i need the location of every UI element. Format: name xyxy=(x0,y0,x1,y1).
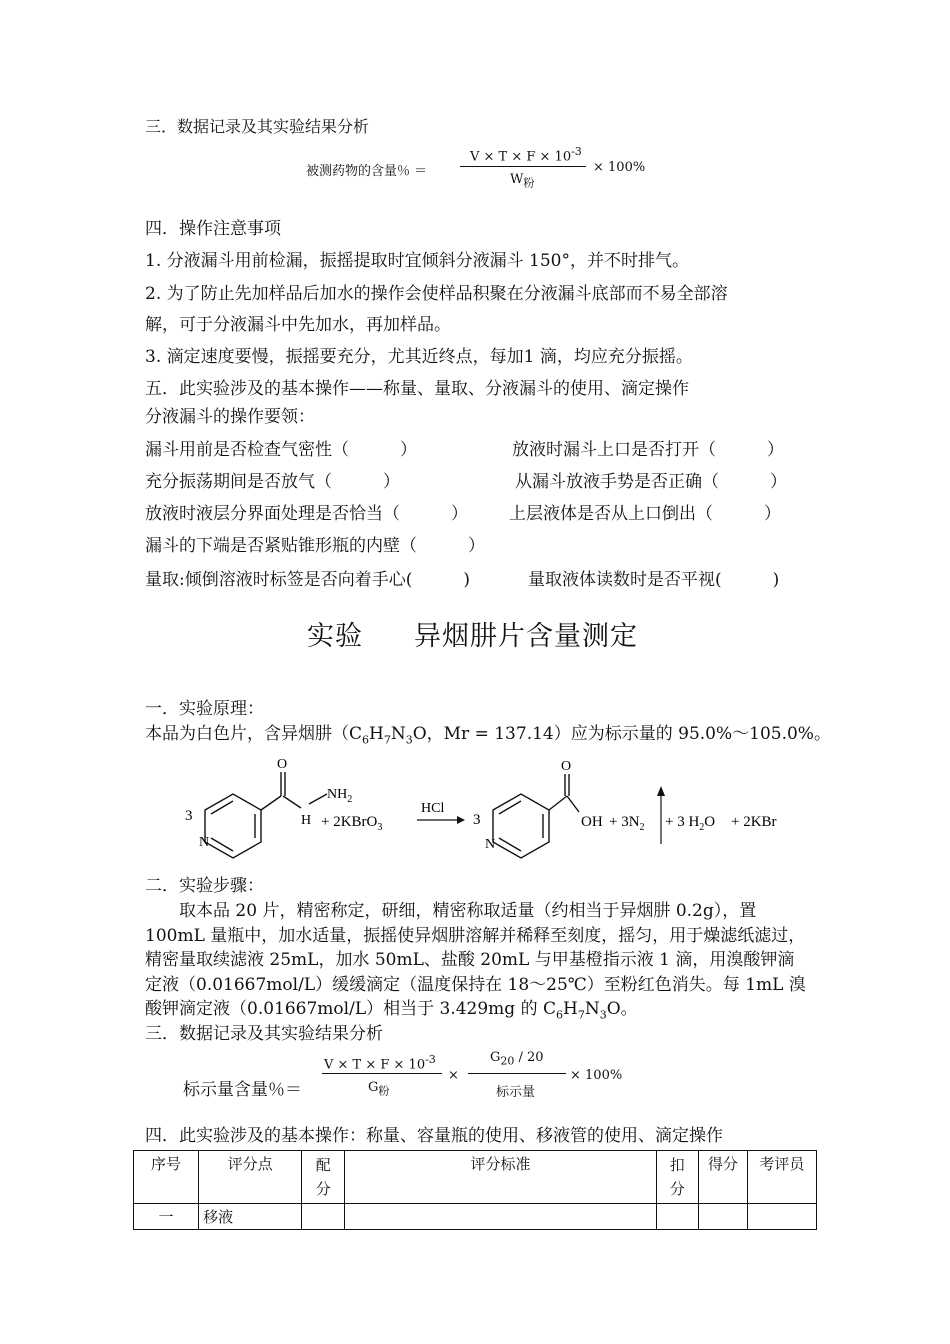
formula-numerator-2: $G_{20} / 20$ xyxy=(490,1050,544,1068)
check-item: 漏斗的下端是否紧贴锥形瓶的内壁（ ） xyxy=(145,536,485,556)
note-item: 1. 分液漏斗用前检漏，振摇提取时宜倾斜分液漏斗 150°，并不时排气。 xyxy=(145,251,689,271)
hydroxyl-group: OH xyxy=(581,814,603,830)
catalyst-hcl: HCl xyxy=(421,801,445,816)
coefficient: 3 xyxy=(185,808,193,824)
cell-point: 移液 xyxy=(199,1204,302,1230)
table-header-row xyxy=(134,1151,817,1204)
procedure-paragraph: 取本品 20 片，精密称定，研细，精密称取适量（约相当于异烟肼 0.2g），置 100mL 量瓶中，加水适量，振摇使异烟肼溶解并稀释至刻度，摇匀，用于燥滤纸滤过，精密量取续滤液 25mL，加水 50mL、盐酸 20mL 与甲基橙指示液 1 滴，用溴酸钾滴定液（0.01667mol/L）缓缓滴定（温度保持在 18～25℃）至粉红色消失。每 1mL 溴酸钾滴定液（0.01667mol/L）相当于 3.429mg 的 $C_6H_7N_3O$。 xyxy=(145,901,806,1022)
header-got: 得分 xyxy=(698,1151,747,1204)
cell-empty xyxy=(302,1204,345,1230)
coefficient: 3 xyxy=(473,812,481,828)
carbonyl-oxygen: O xyxy=(277,757,288,772)
header-examiner: 考评员 xyxy=(747,1151,816,1204)
table-row xyxy=(134,1204,817,1230)
formula-denominator: $W_粉$ xyxy=(510,172,535,190)
header-seq: 序号 xyxy=(134,1151,199,1204)
reaction-scheme xyxy=(175,752,815,862)
header-standard: 评分标准 xyxy=(345,1151,656,1204)
check-item: 从漏斗放液手势是否正确（ ） xyxy=(515,472,787,492)
note-item: 2. 为了防止先加样品后加水的操作会使样品积聚在分液漏斗底部而不易全部溶 xyxy=(145,284,728,304)
formula-multiplier: × 100% xyxy=(570,1068,623,1083)
note-item: 3. 滴定速度要慢，振摇要充分，尤其近终点，每加1 滴，均应充分振摇。 xyxy=(145,347,693,367)
cell-empty xyxy=(747,1204,816,1230)
section-heading: 四．操作注意事项 xyxy=(145,219,281,239)
formula-lhs: 标示量含量％＝ xyxy=(183,1080,302,1100)
check-item: 量取液体读数时是否平视( ) xyxy=(528,570,780,590)
amine-group: $NH_2$ xyxy=(327,787,353,805)
ring-nitrogen: N xyxy=(199,835,210,850)
product-kbr: + 2KBr xyxy=(731,814,777,830)
formula-numerator: $V \times T \times F \times 10^{-3}$ xyxy=(324,1053,436,1073)
principle-text: 本品为白色片，含异烟肼（$C_6H_7N_3O$，Mr = 137.14）应为标示量的 95.0%～105.0%。 xyxy=(145,724,831,747)
reagent-kbro3: + 2KBrO$_3$ xyxy=(321,814,383,833)
sub-heading: 分液漏斗的操作要领： xyxy=(145,407,315,427)
scoring-table xyxy=(133,1150,817,1230)
gas-arrow-head xyxy=(657,786,665,796)
cell-seq: 一 xyxy=(134,1204,199,1230)
isonicotinic-acid-structure xyxy=(493,774,579,858)
cell-empty xyxy=(345,1204,656,1230)
times-sign: × xyxy=(448,1068,459,1083)
arrow-head xyxy=(457,816,465,824)
section-heading: 五．此实验涉及的基本操作——称量、量取、分液漏斗的使用、滴定操作 xyxy=(145,379,689,399)
check-item: 量取:倾倒溶液时标签是否向着手心( ) xyxy=(145,570,470,590)
note-item-continued: 解，可于分液漏斗中先加水，再加样品。 xyxy=(145,315,451,335)
check-item: 充分振荡期间是否放气（ ） xyxy=(145,472,400,492)
fraction-bar xyxy=(322,1073,442,1074)
fraction-bar xyxy=(460,166,586,167)
check-item: 放液时液层分界面处理是否恰当（ ） xyxy=(145,504,468,524)
header-deduct: 扣 分 xyxy=(656,1151,698,1204)
carbonyl-oxygen: O xyxy=(561,759,572,774)
product-water: + 3 $H_2O$ xyxy=(665,814,716,833)
formula-lhs: 被测药物的含量％ ＝ xyxy=(306,164,428,179)
formula-multiplier: × 100% xyxy=(593,160,646,175)
check-item: 上层液体是否从上口倒出（ ） xyxy=(509,504,781,524)
check-item: 漏斗用前是否检查气密性（ ） xyxy=(145,440,417,460)
product-n2: + $3N_2$ xyxy=(609,814,645,833)
cell-empty xyxy=(656,1204,698,1230)
hydrazide-h: H xyxy=(301,813,312,828)
fraction-bar xyxy=(468,1073,566,1074)
header-score: 配 分 xyxy=(302,1151,345,1204)
section-heading: 三．数据记录及其实验结果分析 xyxy=(145,117,370,136)
section-heading: 三．数据记录及其实验结果分析 xyxy=(145,1024,383,1044)
cell-empty xyxy=(698,1204,747,1230)
ring-nitrogen: N xyxy=(485,837,496,852)
header-point: 评分点 xyxy=(199,1151,302,1204)
experiment-title: 异烟肼片含量测定 xyxy=(414,621,638,652)
check-item: 放液时漏斗上口是否打开（ ） xyxy=(512,440,784,460)
experiment-title-label: 实验 xyxy=(307,621,363,652)
formula-numerator: $V \times T \times F \times 10^{-3}$ xyxy=(470,145,582,165)
section-heading: 二．实验步骤： xyxy=(145,876,264,896)
formula-denominator-2: 标示量 xyxy=(496,1085,536,1100)
section-heading: 一．实验原理： xyxy=(145,699,264,719)
formula-denominator: $G_粉$ xyxy=(368,1080,390,1098)
section-heading: 四．此实验涉及的基本操作：称量、容量瓶的使用、移液管的使用、滴定操作 xyxy=(145,1126,723,1146)
